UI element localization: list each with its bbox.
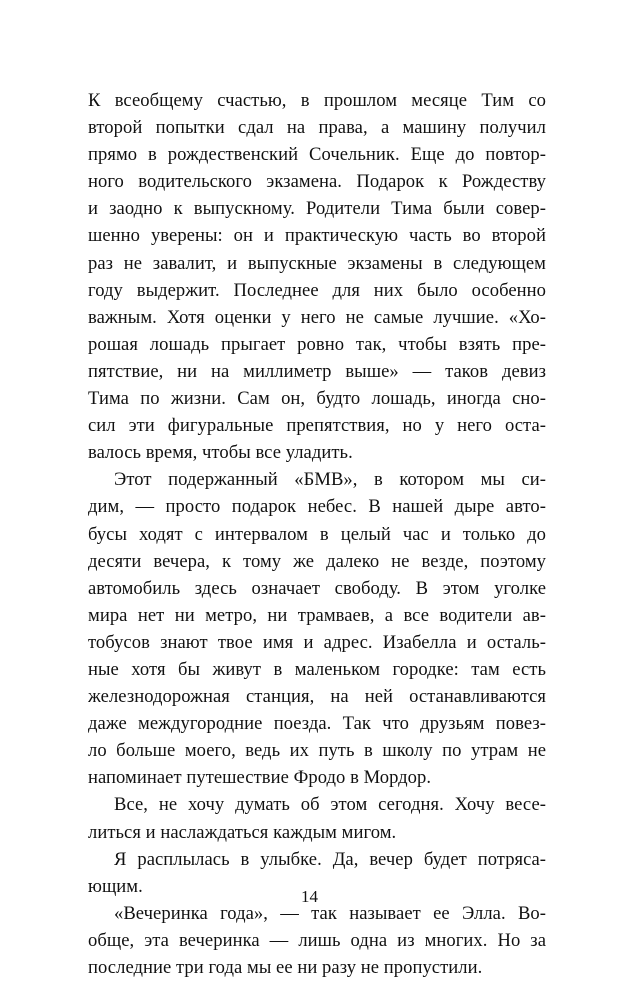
text-line: ющим. [88,875,143,897]
text-line: валось время, чтобы все уладить. [88,442,353,464]
text-line: Тима по жизни. Сам он, будто лошадь, иногда сно- [88,388,546,410]
paragraph [88,900,546,981]
text-line: ного водительского экзамена. Подарок к Рождеству [88,171,546,193]
page-number: 14 [301,887,318,906]
paragraph [88,87,546,466]
paragraph [88,466,546,791]
paragraphs [88,87,546,981]
text-line: прямо в рождественский Сочельник. Еще до повтор- [88,144,546,166]
text-line: автомобиль здесь означает свободу. В этом уголке [88,577,546,599]
text-line: напоминает путешествие Фродо в Мордор. [88,767,432,789]
text-line: бусы ходят с интервалом в целый час и только до [88,523,546,545]
text-line: дим, — просто подарок небес. В нашей дыре авто- [88,496,546,518]
text-line: Все, не хочу думать об этом сегодня. Хочу весе- [114,794,546,816]
text-line: даже междугородние поезда. Так что друзьям повез- [88,713,546,735]
text-line: раз не завалит, и выпускные экзамены в следующем [88,252,546,274]
text-line: важным. Хотя оценки у него не самые лучшие. «Хо- [88,306,546,328]
text-line: пятствие, ни на миллиметр выше» — таков девиз [88,360,546,382]
text-line: году выдержит. Последнее для них было особенно [88,279,546,301]
text-line: ло больше моего, ведь их путь в школу по утрам не [88,740,546,762]
text-line: мира нет ни метро, ни трамваев, а все водители ав- [88,604,546,626]
text-line: Я расплылась в улыбке. Да, вечер будет потрясa- [114,848,546,870]
text-line: ные хотя бы живут в маленьком городке: там есть [88,658,546,680]
text-line: сил эти фигуральные препятствия, но у него оста- [88,415,546,437]
text-line: обще, эта вечеринка — лишь одна из многих. Но за [88,929,546,951]
text-line: последние три года мы ее ни разу не пропустили. [88,957,483,978]
text-line: шенно уверены: он и практическую часть во второй [88,225,546,247]
text-line: рошая лошадь прыгает ровно так, чтобы взять пре- [88,333,546,355]
page-text [88,87,546,981]
text-line: второй попытки сдал на права, а машину получил [88,117,546,139]
text-line: тобусов знают твое имя и адрес. Изабелла и осталь- [88,631,546,653]
text-line: Этот подержанный «БМВ», в котором мы си- [114,469,546,491]
text-line: и заодно к выпускному. Родители Тима были совер- [88,198,546,220]
text-line: «Вечеринка года», — так называет ее Элла. Во- [114,902,546,924]
text-line: десяти вечера, к тому же далеко не везде, поэтому [88,550,546,572]
text-line: железнодорожная станция, на ней останавливаются [88,686,546,708]
text-line: литься и наслаждаться каждым мигом. [88,821,397,843]
paragraph [88,791,546,845]
text-line: К всеобщему счастью, в прошлом месяце Тим со [88,90,546,111]
